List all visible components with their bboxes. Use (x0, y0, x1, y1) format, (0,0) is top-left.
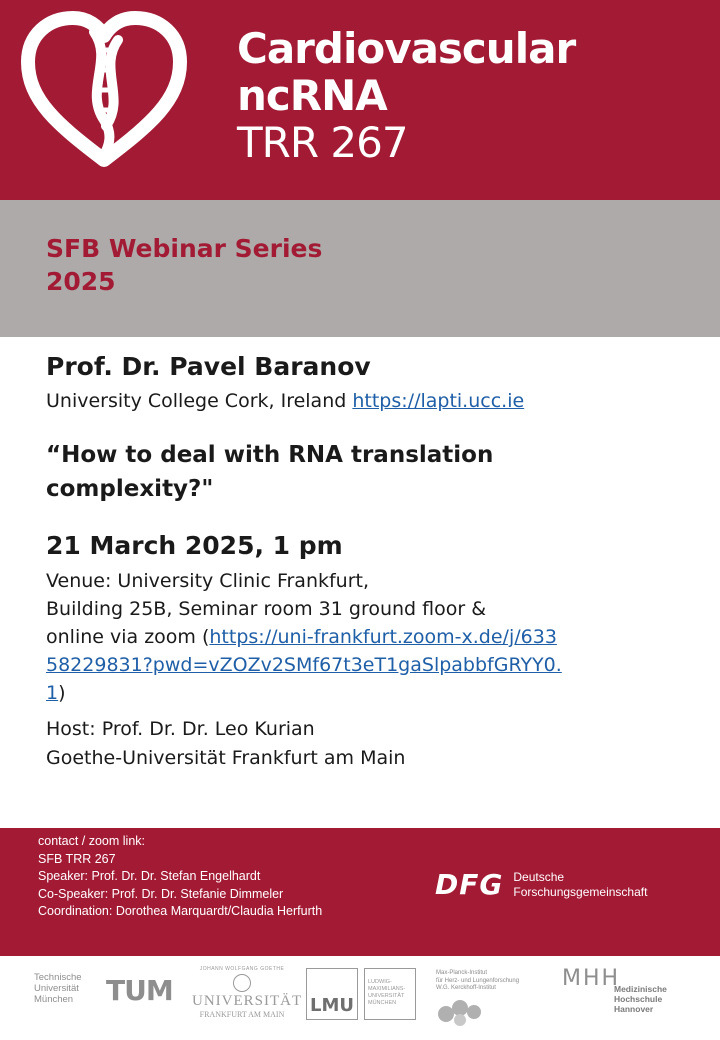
contact-block (38, 833, 322, 921)
venue-line-1: Venue: University Clinic Frankfurt, (46, 570, 370, 592)
contact-line: contact / zoom link: (38, 834, 145, 848)
mpi-text (436, 970, 556, 993)
goethe-sub-text: FRANKFURT AM MAIN (199, 1010, 285, 1019)
dfg-text (513, 870, 647, 900)
goethe-main-text: UNIVERSITÄT (192, 993, 303, 1009)
mpi-logo (436, 970, 556, 1030)
host-name: Host: Prof. Dr. Dr. Leo Kurian (46, 718, 315, 740)
contact-line: SFB TRR 267 (38, 851, 116, 866)
mhh-mark: MHH (562, 966, 621, 991)
venue-line-2: Building 25B, Seminar room 31 ground floor & (46, 598, 487, 620)
venue-block (46, 567, 566, 707)
goethe-top-text: JOHANN WOLFGANG GOETHE (199, 966, 285, 972)
series-band (0, 200, 720, 337)
mpi-text-line: für Herz- und Lungenforschung (436, 977, 520, 984)
goethe-university-logo (192, 966, 303, 1032)
talk-title: “How to deal with RNA translation complexity?" (46, 442, 494, 502)
speaker-url-link[interactable]: https://lapti.ucc.ie (352, 390, 525, 412)
tum-text-line: Universität (34, 983, 79, 994)
series-line-1: SFB Webinar Series (46, 234, 323, 263)
mpi-text-line: Max-Planck-Institut (436, 970, 488, 976)
lmu-text (364, 968, 416, 1020)
contact-line: Speaker: Prof. Dr. Dr. Stefan Engelhardt (38, 869, 261, 884)
tum-text-line: München (34, 994, 74, 1005)
title-block (237, 25, 575, 167)
title-line-3: TRR 267 (237, 118, 408, 167)
venue-line-3 (46, 623, 566, 707)
series-title (46, 232, 322, 298)
header-banner (0, 0, 720, 200)
venue-online-text: online via zoom ( (46, 626, 210, 648)
dfg-logo (435, 868, 647, 901)
footer-banner (0, 828, 720, 956)
dfg-line-1: Deutsche (513, 869, 565, 884)
lmu-logo (306, 968, 418, 1024)
partner-logos-strip (0, 956, 720, 1040)
contact-line: Coordination: Dorothea Marquardt/Claudia Herfurth (38, 904, 323, 919)
title-line-1: Cardiovascular (237, 24, 576, 73)
speaker-affiliation-row (46, 387, 686, 415)
tum-mark: TUM (106, 974, 173, 1007)
zoom-link[interactable]: https://uni-frankfurt.zoom-x.de/j/63358229831?pwd=vZOZv2SMf67t3eT1gaSlpabbfGRYY0.1 (46, 626, 562, 704)
speaker-name: Prof. Dr. Pavel Baranov (46, 352, 371, 381)
mhh-text (614, 984, 712, 1014)
dfg-line-2: Forschungsgemeinschaft (513, 884, 648, 899)
mpi-circles-icon (436, 994, 496, 1028)
title-line-2: ncRNA (237, 71, 387, 120)
host-affiliation: Goethe-Universität Frankfurt am Main (46, 747, 406, 769)
mhh-text-line: Medizinische Hochschule (614, 984, 667, 1004)
lmu-text-line: LUDWIG- (368, 979, 392, 985)
venue-close-paren: ) (58, 682, 66, 704)
tum-text-line: Technische (34, 972, 82, 983)
mhh-text-line: Hannover (614, 1004, 654, 1014)
main-content (46, 350, 686, 773)
series-line-2: 2025 (46, 267, 116, 296)
lmu-mark: LMU (306, 968, 358, 1020)
tum-logo (34, 972, 173, 1032)
speaker-affiliation: University College Cork, Ireland (46, 390, 347, 412)
lmu-text-line: UNIVERSITÄT (368, 993, 405, 999)
lmu-text-line: MÜNCHEN (368, 1000, 397, 1006)
mhh-logo (562, 966, 712, 1026)
mpi-text-line: W.G. Kerckhoff-Institut (436, 985, 496, 991)
heart-dna-icon (18, 10, 190, 170)
host-block (46, 715, 686, 773)
dfg-mark: DFG (435, 868, 504, 901)
contact-line: Co-Speaker: Prof. Dr. Dr. Stefanie Dimmeler (38, 886, 284, 901)
event-date: 21 March 2025, 1 pm (46, 531, 343, 560)
goethe-portrait-icon (233, 974, 251, 992)
lmu-text-line: MAXIMILIANS- (368, 986, 406, 992)
